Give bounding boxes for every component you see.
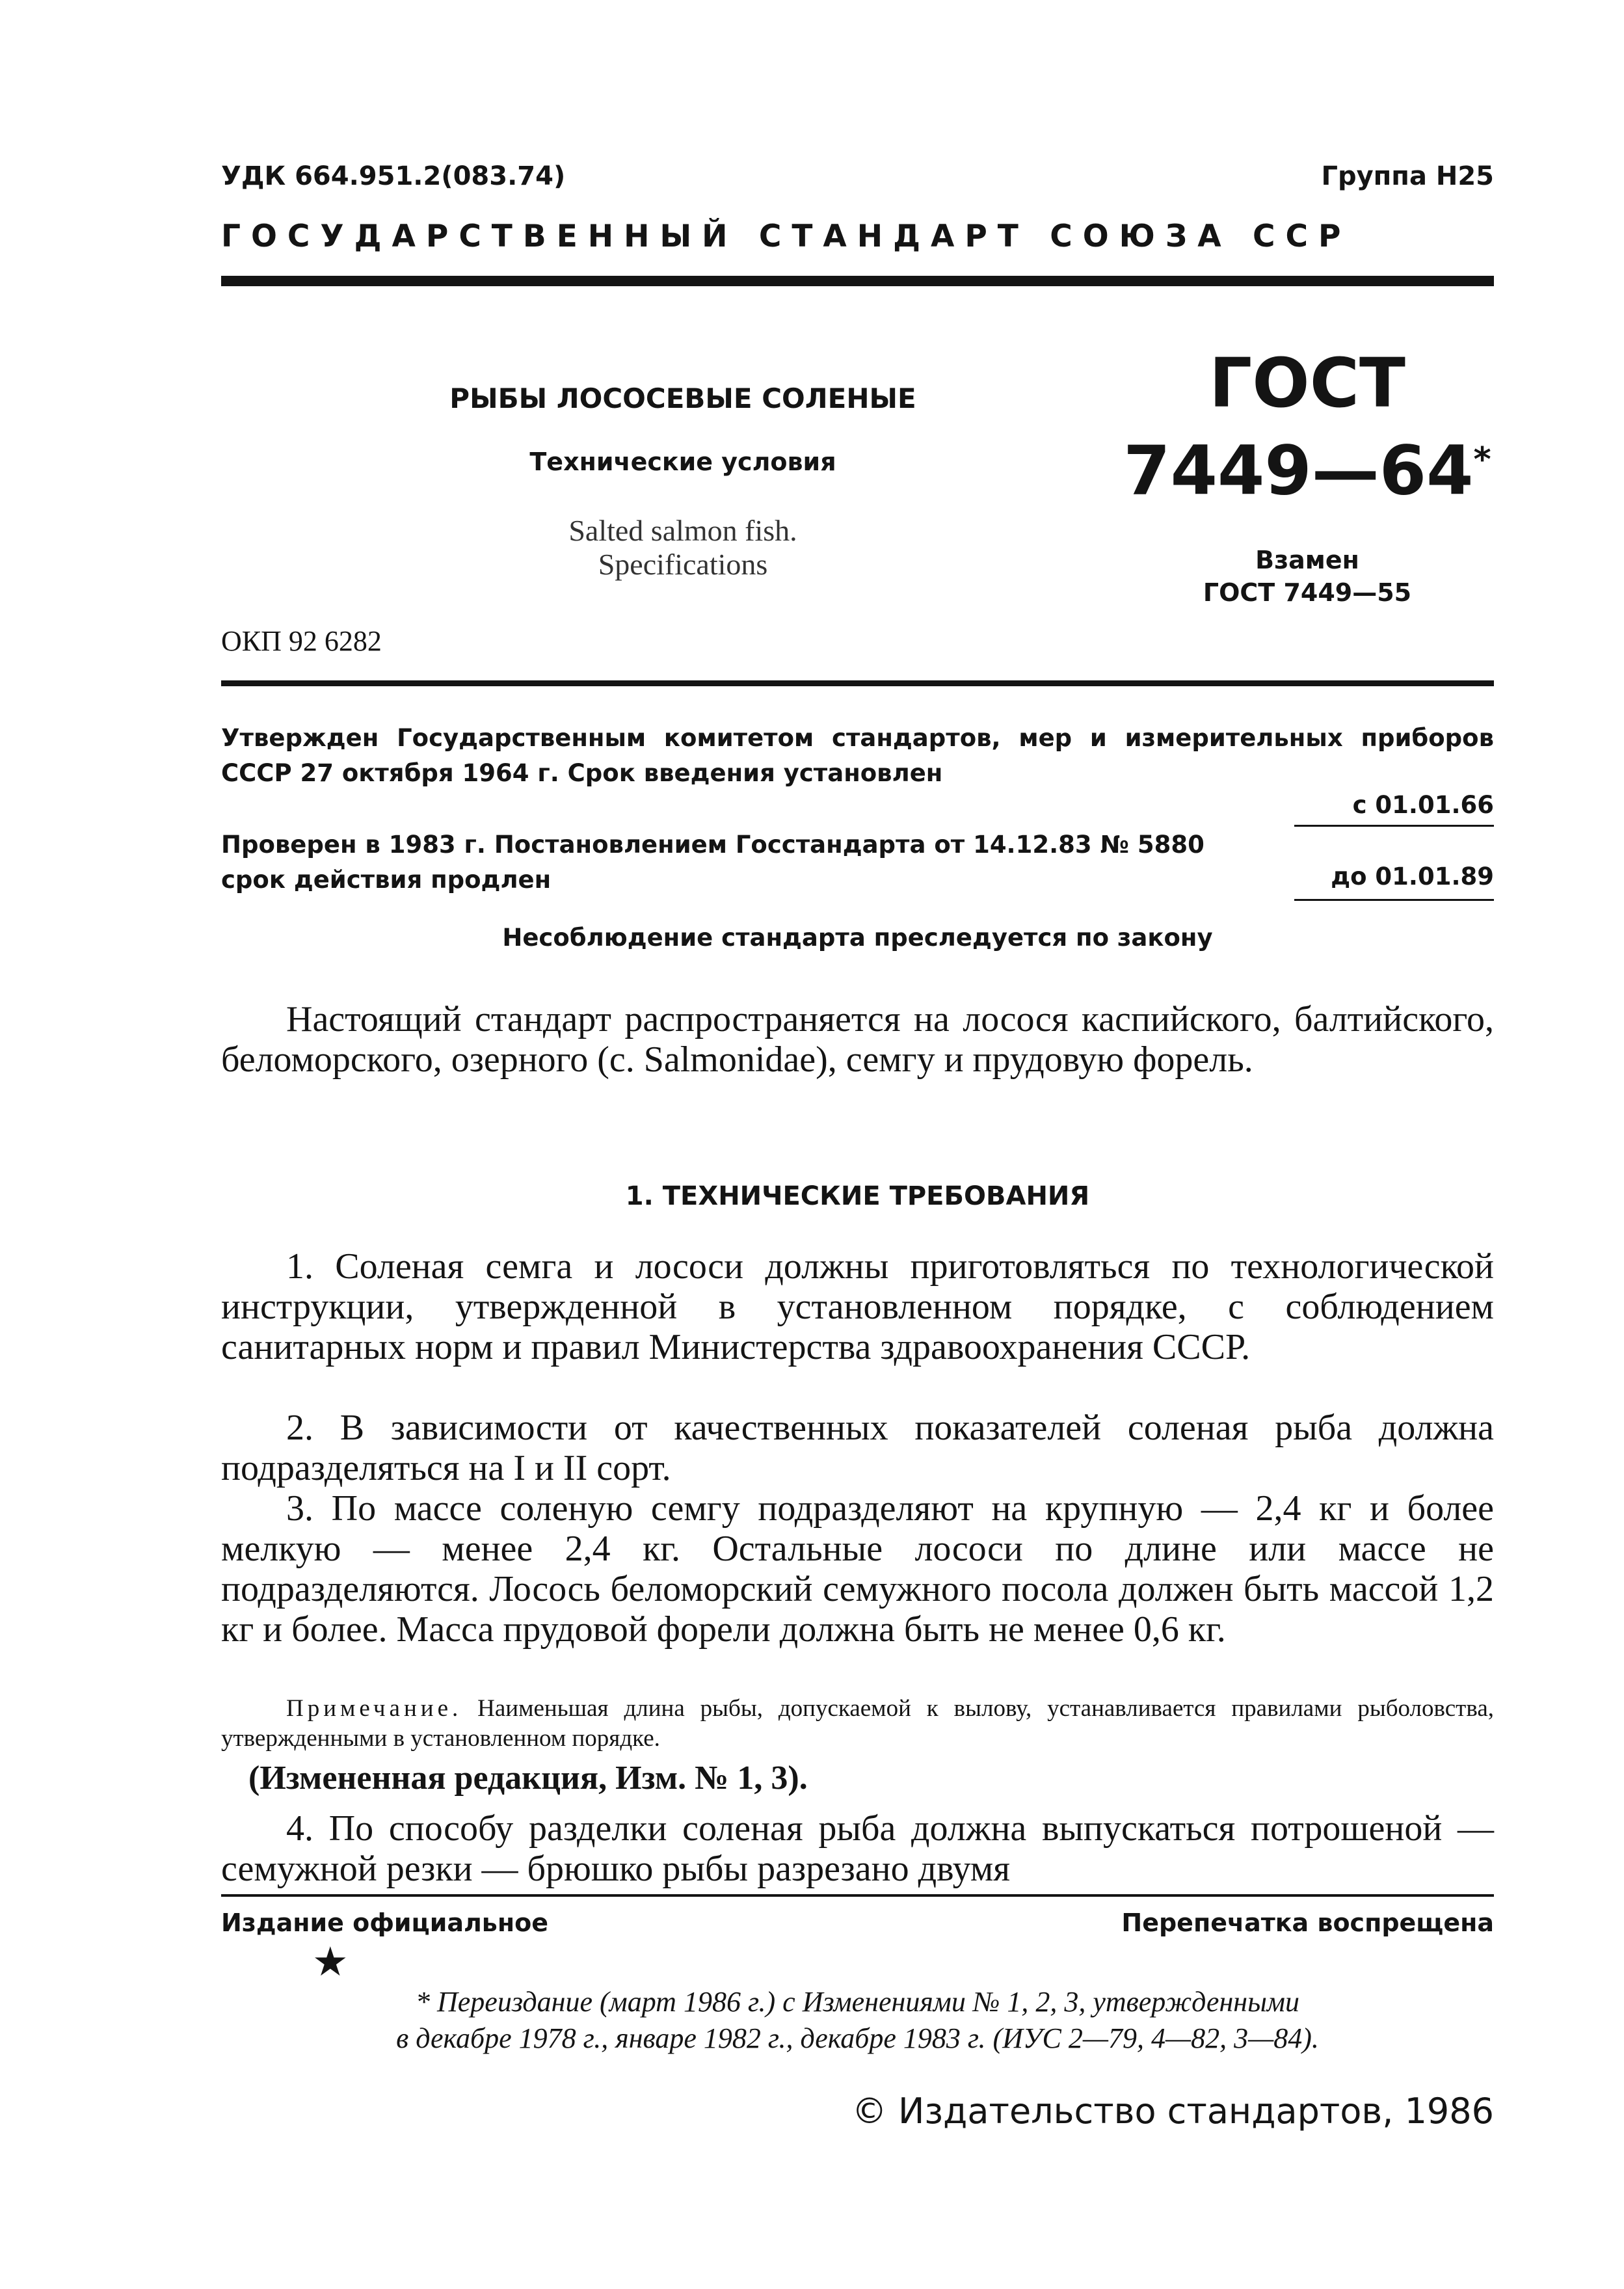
amendment-note: (Измененная редакция, Изм. № 1, 3). — [248, 1760, 808, 1797]
document-subtitle: Технические условия — [529, 448, 836, 476]
item-3: 3. По массе соленую семгу подразделяют на крупную — 2,4 кг и более мелкую — менее 2,4 кг. Остальные лососи по длине или массе не подразделяются. Лосось беломорский семужного посола должен быть массой 1,2 кг и более. Масса прудовой форели должна быть не менее 0,6 кг. — [221, 1488, 1494, 1650]
gost-label: ГОСТ — [1209, 343, 1405, 423]
extended-date-rule — [1294, 899, 1494, 901]
reprint-notice: Перепечатка воспрещена — [1121, 1908, 1494, 1937]
replaces-block — [1106, 544, 1509, 609]
footnote-line-2: в декабре 1978 г., январе 1982 г., декабре 1983 г. (ИУС 2—79, 4—82, 3—84). — [396, 2022, 1319, 2054]
replaces-value: ГОСТ 7449—55 — [1203, 578, 1412, 607]
gost-number: 7449—64 — [1123, 431, 1474, 511]
note-text: Наименьшая длина рыбы, допускаемой к вылову, устанавливается правилами рыболовства, утвержденными в установленном порядке. — [221, 1695, 1494, 1752]
intro-paragraph: Настоящий стандарт распространяется на лосося каспийского, балтийского, беломорского, озерного (с. Salmonidae), семгу и прудовую форель. — [221, 999, 1494, 1080]
gost-number-line — [1106, 422, 1509, 509]
gov-standard-heading: ГОСУДАРСТВЕННЫЙ СТАНДАРТ СОЮЗА ССР — [221, 219, 1351, 254]
replaces-label: Взамен — [1255, 546, 1359, 574]
udk-code: УДК 664.951.2(083.74) — [221, 161, 566, 191]
english-title-line-1: Salted salmon fish. — [568, 514, 797, 547]
gost-designation — [1106, 345, 1509, 509]
english-title — [403, 514, 963, 582]
english-title-line-2: Specifications — [598, 548, 768, 581]
checked-text: Проверен в 1983 г. Постановлением Госстандарта от 14.12.83 № 5880 срок действия продлен — [221, 831, 1205, 894]
gost-asterisk: * — [1473, 440, 1491, 479]
publisher-copyright: © Издательство стандартов, 1986 — [851, 2091, 1494, 2132]
approval-text: Утвержден Государственным комитетом стандартов, мер и измерительных приборов СССР 27 октября 1964 г. Срок введения установлен — [221, 724, 1494, 787]
note — [221, 1694, 1494, 1754]
section-heading: 1. ТЕХНИЧЕСКИЕ ТРЕБОВАНИЯ — [625, 1181, 1090, 1211]
footnote-line-1: * Переиздание (март 1986 г.) с Изменениями № 1, 2, 3, утвержденными — [415, 1986, 1299, 2018]
note-label: Примечание. — [286, 1695, 462, 1722]
extended-date: до 01.01.89 — [1331, 863, 1494, 890]
group-code: Группа Н25 — [1321, 161, 1494, 191]
effective-date-rule — [1294, 825, 1494, 827]
legal-warning: Несоблюдение стандарта преследуется по закону — [502, 924, 1213, 952]
item-4: 4. По способу разделки соленая рыба должна выпускаться потрошеной — семужной резки — брюшко рыбы разрезано двумя — [221, 1808, 1494, 1889]
header-rule — [221, 276, 1494, 286]
title-rule — [221, 680, 1494, 686]
item-1: 1. Соленая семга и лососи должны приготовляться по технологической инструкции, утвержденной в установленном порядке, с соблюдением санитарных норм и правил Министерства здравоохранения СССР. — [221, 1246, 1494, 1367]
edition-label: Издание официальное — [221, 1908, 548, 1937]
document-title: РЫБЫ ЛОСОСЕВЫЕ СОЛЕНЫЕ — [449, 382, 916, 414]
star-icon: ★ — [312, 1940, 349, 1985]
okp-code: ОКП 92 6282 — [221, 625, 382, 657]
effective-date: с 01.01.66 — [1352, 791, 1494, 819]
footer-rule — [221, 1894, 1494, 1897]
item-2: 2. В зависимости от качественных показателей соленая рыба должна подразделяться на I и II сорт. — [221, 1408, 1494, 1488]
reissue-footnote — [221, 1984, 1494, 2057]
